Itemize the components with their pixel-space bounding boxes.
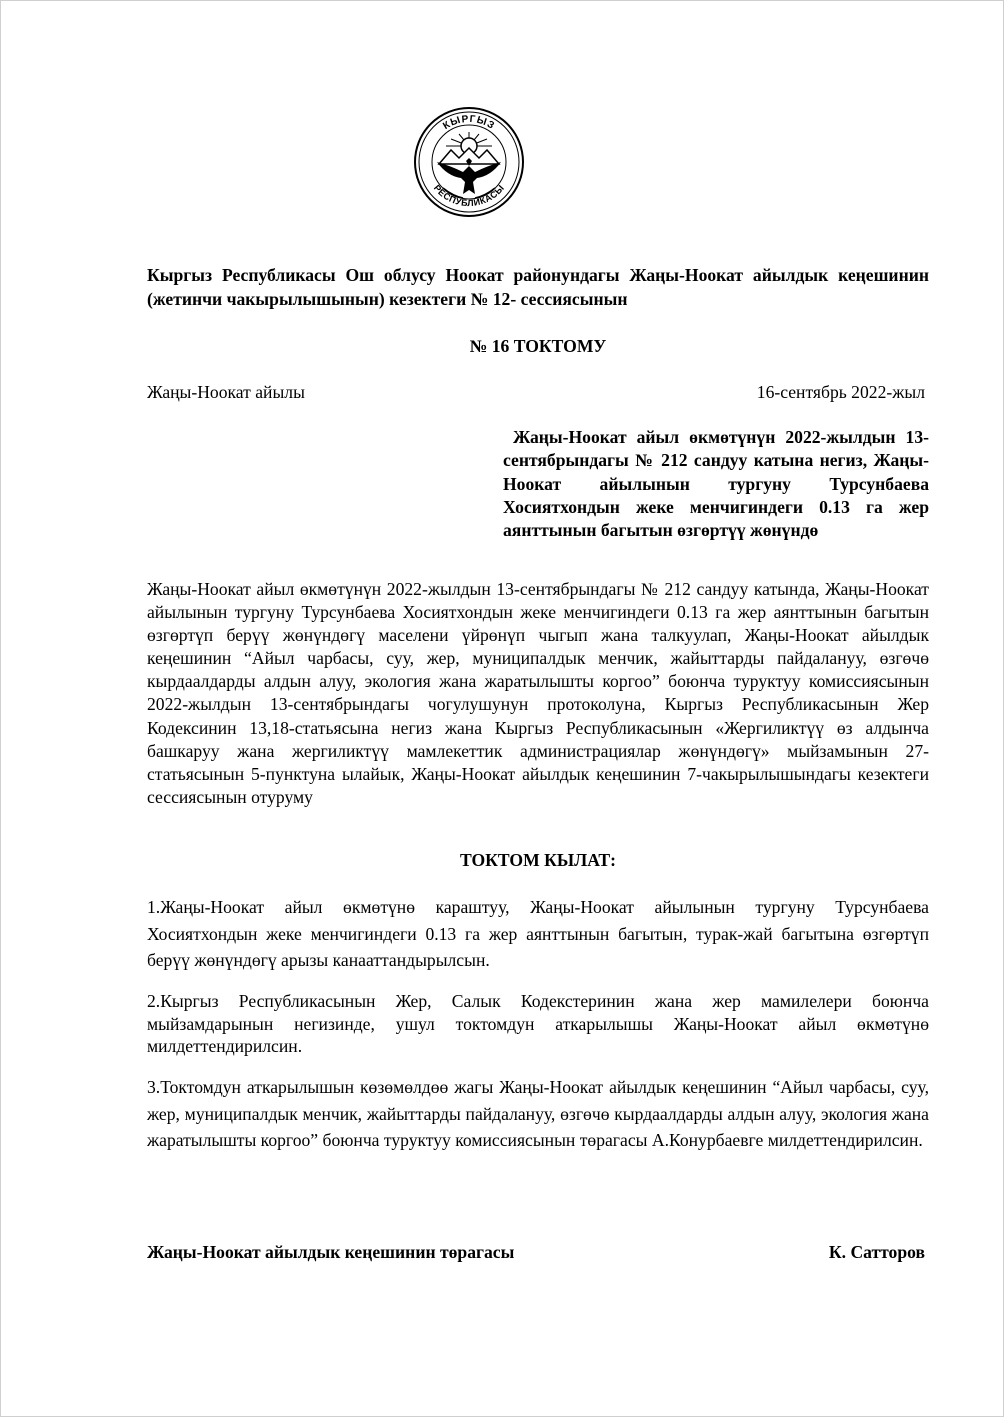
document-body: Жаңы-Ноокат айыл өкмөтүнүн 2022-жылдын 13-сентябрындагы № 212 сандуу катында, Жаңы-Ноокат айылынын тургуну Турсунбаева Хосиятхондын жеке менчигиндеги 0.13 га жер аянттынын багытын өзгөртүп берүү жөнүндөгү маселени үйрөнүп чыгып жана талкуулап, Жаңы-Ноокат айылдык кеңешинин “Айыл чарбасы, суу, жер, муниципалдык менчик, жайыттарды пайдалануу, өзгөчө кырдаалдарды алдын алуу, экология жана жаратылышты коргоо” боюнча туруктуу комиссиясынын 2022-жылдын 13-сентябрындагы чогулушунун протоколуна, Кыргыз Республикасынын Жер Кодексинин 13,18-статьясына негиз жана Кыргыз Республикасынын «Жергиликтүү өз алдынча башкаруу жана жергиликтүү мамлекеттик администрациялар жөнүндөгү» мыйзамынын 27-статьясынын 5-пунктуна ылайык, Жаңы-Ноокат айылдык кеңешинин 7-чакырылышындагы кезектеги сессиясынын отуруму [147, 579, 929, 807]
state-emblem-icon [413, 106, 525, 218]
emblem-bottom-text: РЕСПУБЛИКАСЫ [431, 182, 507, 209]
decree-item-3: 3.Токтомдун аткарылышын көзөмөлдөө жагы Жаңы-Ноокат айылдык кеңешинин “Айыл чарбасы, суу, жер, муниципалдык менчик, жайыттарды пайдалануу, өзгөчө кырдаалдарды алдын алуу, экология жана жаратылышты коргоо” боюнча туруктуу комиссиясынын төрагасы А.Конурбаевге милдеттендирилсин. [147, 1077, 929, 1150]
decree-heading: ТОКТОМ КЫЛАТ: [459, 850, 617, 870]
document-header: Кыргыз Республикасы Ош облусу Ноокат районундагы Жаңы-Ноокат айылдык кеңешинин (жетинчи чакырылышынын) кезектеги № 12- сессиясынын [147, 265, 929, 309]
signature-position: Жаңы-Ноокат айылдык кеңешинин төрагасы [147, 1242, 515, 1262]
document-date: 16-сентябрь 2022-жыл [756, 382, 925, 402]
signature-name: К. Сатторов [828, 1242, 925, 1262]
document-title: № 16 ТОКТОМУ [469, 336, 607, 356]
decree-item-2: 2.Кыргыз Республикасынын Жер, Салык Кодекстеринин жана жер мамилелери боюнча мыйзамдарынын негизинде, ушул токтомдун аткарылышы Жаңы-Ноокат айыл өкмөтүнө милдеттендирилсин. [147, 991, 929, 1056]
svg-text:КЫРГЫЗ [441, 114, 496, 132]
decree-item-1: 1.Жаңы-Ноокат айыл өкмөтүнө караштуу, Жаңы-Ноокат айылынын тургуну Турсунбаева Хосиятхондын жеке менчигиндеги 0.13 га жер аянттынын багытын, турак-жай багытына өзгөртүп берүү жөнүндөгү арызы канааттандырылсын. [147, 897, 929, 970]
document-place: Жаңы-Ноокат айылы [147, 382, 305, 402]
document-subject: Жаңы-Ноокат айыл өкмөтүнүн 2022-жылдын 13-сентябрындагы № 212 сандуу катына негиз, Жаңы-Ноокат айылынын тургуну Турсунбаева Хосиятхондын жеке менчигиндеги 0.13 га жер аянттынын багытын өзгөртүү жөнүндө [503, 427, 929, 541]
emblem-top-text: КЫРГЫЗ [441, 113, 497, 133]
